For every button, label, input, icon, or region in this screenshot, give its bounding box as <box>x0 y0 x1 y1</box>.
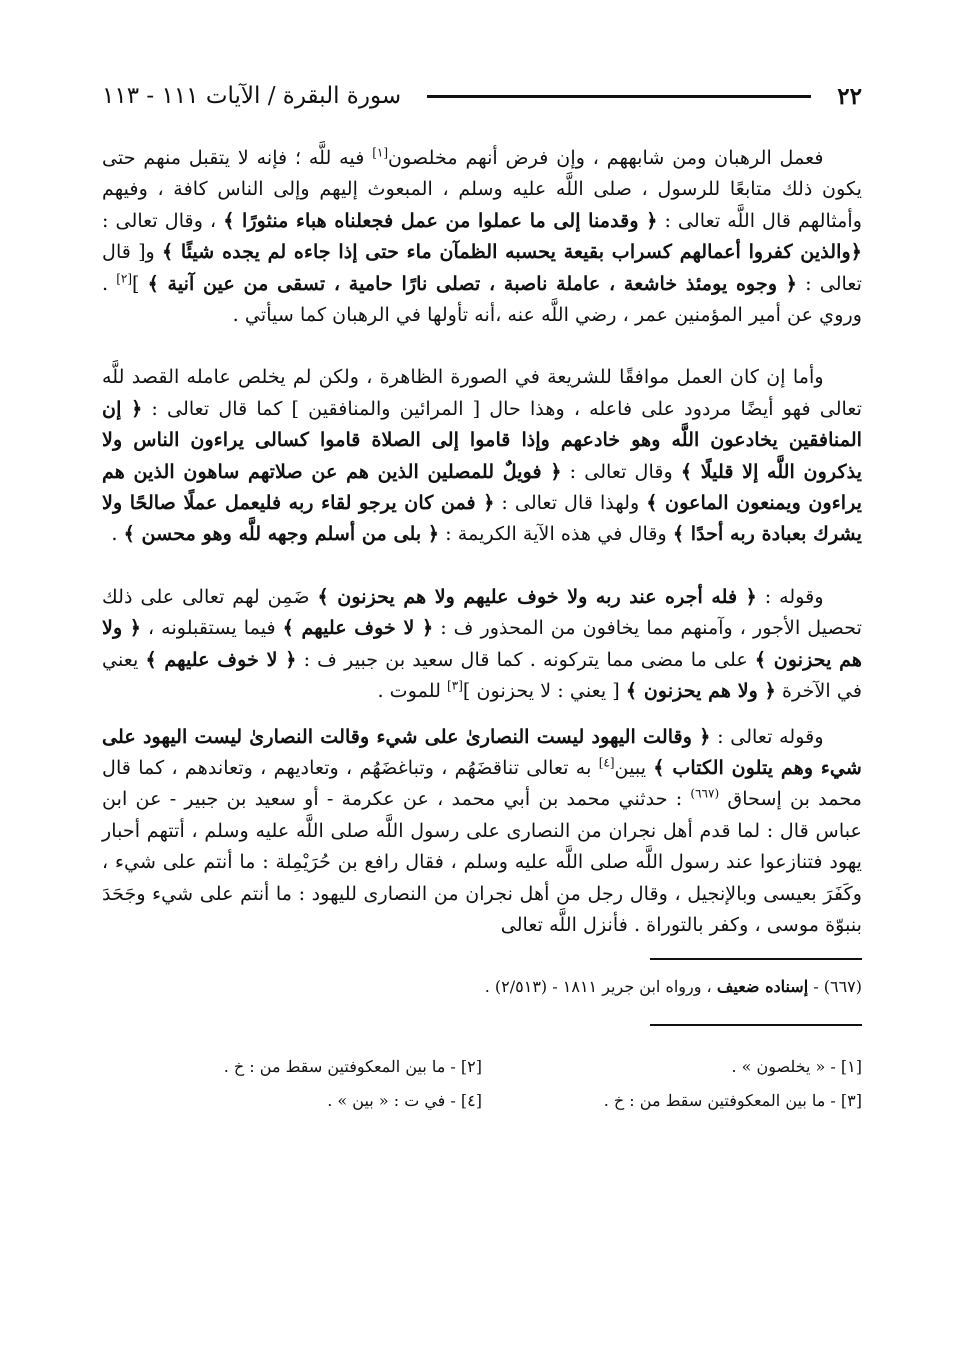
header-rule <box>427 95 811 98</box>
footnote-row <box>102 1084 862 1118</box>
quran-verse: ﴿ وجوه يومئذ خاشعة ، عاملة ناصبة ، تصلى نارًا حامية ، تسقى من عين آنية ﴾ <box>147 271 798 295</box>
page-header <box>102 76 862 116</box>
text-run: وقوله : <box>756 584 824 608</box>
text-run: ضَمِن لهم تعالى على ذلك تحصيل الأجور ، وآمنهم مما يخافون من المحذور ف : <box>102 584 862 640</box>
quran-verse: ﴿ لا خوف عليهم ﴾ <box>145 647 297 671</box>
paragraph <box>102 361 862 549</box>
text-run: فيه للَّه ؛ فإنه لا يتقبل منهم حتى يكون ذلك متابعًا للرسول ، صلى اللَّه عليه وسلم ، المبعوث إليهم وإلى الناس كافة ، وفيهم وأمثالهم قال اللَّه تعالى : <box>102 146 862 232</box>
text-run: . <box>111 522 124 546</box>
paragraph <box>102 721 862 941</box>
footnote-divider-2 <box>650 1024 862 1026</box>
surah-reference: سورة البقرة / الآيات ١١١ - ١١٣ <box>102 83 402 109</box>
text-run: : حدثني محمد بن أبي محمد ، عن عكرمة - أو سعيد بن جبير - عن ابن عباس قال : لما قدم أهل نجران من النصارى على رسول اللَّه صلى اللَّه عليه وسلم ، أتتهم أحبار يهود فتنازعوا عند رسول اللَّه صلى اللَّه عليه وسلم ، فقال رافع بن حُرَيْمِلة : ما أنتم على شيء ، وكَفَرَ بعيسى وبالإنجيل ، وقال رجل من أهل نجران من النصارى لليهود : ما أنتم على شيء وجَحَدَ بنبوّة موسى ، وكفر بالتوراة . فأنزل اللَّه تعالى <box>102 787 862 936</box>
text-run: ولهذا قال تعالى : <box>494 491 647 515</box>
text-run: فعمل الرهبان ومن شابههم ، وإن فرض أنهم مخلصون <box>388 146 824 169</box>
footnotes <box>102 1050 862 1118</box>
body-text <box>102 142 862 940</box>
text-run: ] <box>132 271 148 295</box>
quran-verse: ﴿ وقدمنا إلى ما عملوا من عمل فجعلناه هباء منثورًا ﴾ <box>223 208 658 232</box>
quran-verse: ﴿ إن المنافقين يخادعون اللَّه وهو خادعهم وإذا قاموا إلى الصلاة قاموا كسالى يراءون الناس ولا يذكرون اللَّه إلا قليلًا ﴾ <box>102 396 862 483</box>
footnote-divider <box>650 958 862 960</box>
footnote-4: [٤] - في ت : « بين » . <box>327 1091 482 1111</box>
quran-verse: ﴿ بلى من أسلم وجهه للَّه وهو محسن ﴾ <box>123 522 440 546</box>
hadith-footnote-text: ، ورواه ابن جرير ١٨١١ - (٢/٥١٣) . <box>484 977 717 997</box>
quran-verse: ﴿والذين كفروا أعمالهم كسراب بقيعة يحسبه الظمآن ماء حتى إذا جاءه لم يجده شيئًا ﴾ <box>161 240 862 264</box>
quran-verse: ﴿ ولا هم يحزنون ﴾ <box>102 616 862 671</box>
footnote-ref: [٣] <box>447 678 463 693</box>
footnote-ref: [٤] <box>598 755 615 770</box>
footnote-ref: [١] <box>372 145 389 160</box>
quran-verse: ﴿ فمن كان يرجو لقاء ربه فليعمل عملًا صالحًا ولا يشرك بعبادة ربه أحدًا ﴾ <box>102 491 862 546</box>
quran-verse: ﴿ وقالت اليهود ليست النصارىٰ على شيء وقالت النصارىٰ ليست اليهود على شيء وهم يتلون الكتاب ﴾ <box>102 724 862 779</box>
paragraph <box>102 142 862 330</box>
text-run: يعني في الآخرة <box>102 647 862 703</box>
hadith-footnote <box>102 974 862 1000</box>
quran-verse: ﴿ لا خوف عليهم ﴾ <box>282 616 434 640</box>
quran-verse: ﴿ فويلٌ للمصلين الذين هم عن صلاتهم ساهون الذين هم يراءون ويمنعون الماعون ﴾ <box>102 459 863 515</box>
footnote-2: [٢] - ما بين المعكوفتين سقط من : خ . <box>223 1057 482 1077</box>
text-run: وقوله تعالى : <box>710 724 824 748</box>
footnote-1: [١] - « يخلصون » . <box>731 1057 862 1077</box>
footnote-ref: [٢] <box>116 271 133 286</box>
text-run: [ يعني : لا يحزنون ] <box>462 679 626 703</box>
text-run: يبين <box>614 755 654 779</box>
hadith-footnote-grade: إسناده ضعيف <box>716 977 809 997</box>
quran-verse: ﴿ فله أجره عند ربه ولا خوف عليهم ولا هم يحزنون ﴾ <box>317 584 757 608</box>
text-run: على ما مضى مما يتركونه . كما قال سعيد بن جبير ف : <box>296 647 755 671</box>
footnote-ref: (٦٦٧) <box>690 786 720 801</box>
footnote-3: [٣] - ما بين المعكوفتين سقط من : خ . <box>603 1091 862 1111</box>
page-number: ٢٢ <box>837 82 862 110</box>
text-run: فيما يستقبلونه ، <box>141 616 283 640</box>
text-run: به تعالى تناقضَهُم ، وتباغضَهُم ، وتعاديهم ، وتعاندهم ، كما قال محمد بن إسحاق <box>102 755 862 811</box>
text-run: وأما إن كان العمل موافقًا للشريعة في الصورة الظاهرة ، ولكن لم يخلص عامله القصد للَّه تعالى فهو أيضًا مردود على فاعله ، وهذا حال [ المرائين والمنافقين ] كما قال تعالى : <box>102 365 862 420</box>
footnote-row <box>102 1050 862 1084</box>
quran-verse: ﴿ ولا هم يحزنون ﴾ <box>625 679 776 703</box>
text-run: للموت . <box>377 679 448 703</box>
hadith-footnote-number: (٦٦٧) - <box>808 977 862 997</box>
text-run: وقال في هذه الآية الكريمة : <box>439 522 673 546</box>
text-run: وقال تعالى : <box>561 459 681 483</box>
text-run: ، وقال تعالى : <box>102 208 224 232</box>
text-run: و[ قال تعالى : <box>102 240 862 295</box>
paragraph <box>102 581 862 707</box>
text-run: . وروي عن أمير المؤمنين عمر ، رضي اللَّه عنه ،أنه تأولها في الرهبان كما سيأتي . <box>102 271 862 327</box>
